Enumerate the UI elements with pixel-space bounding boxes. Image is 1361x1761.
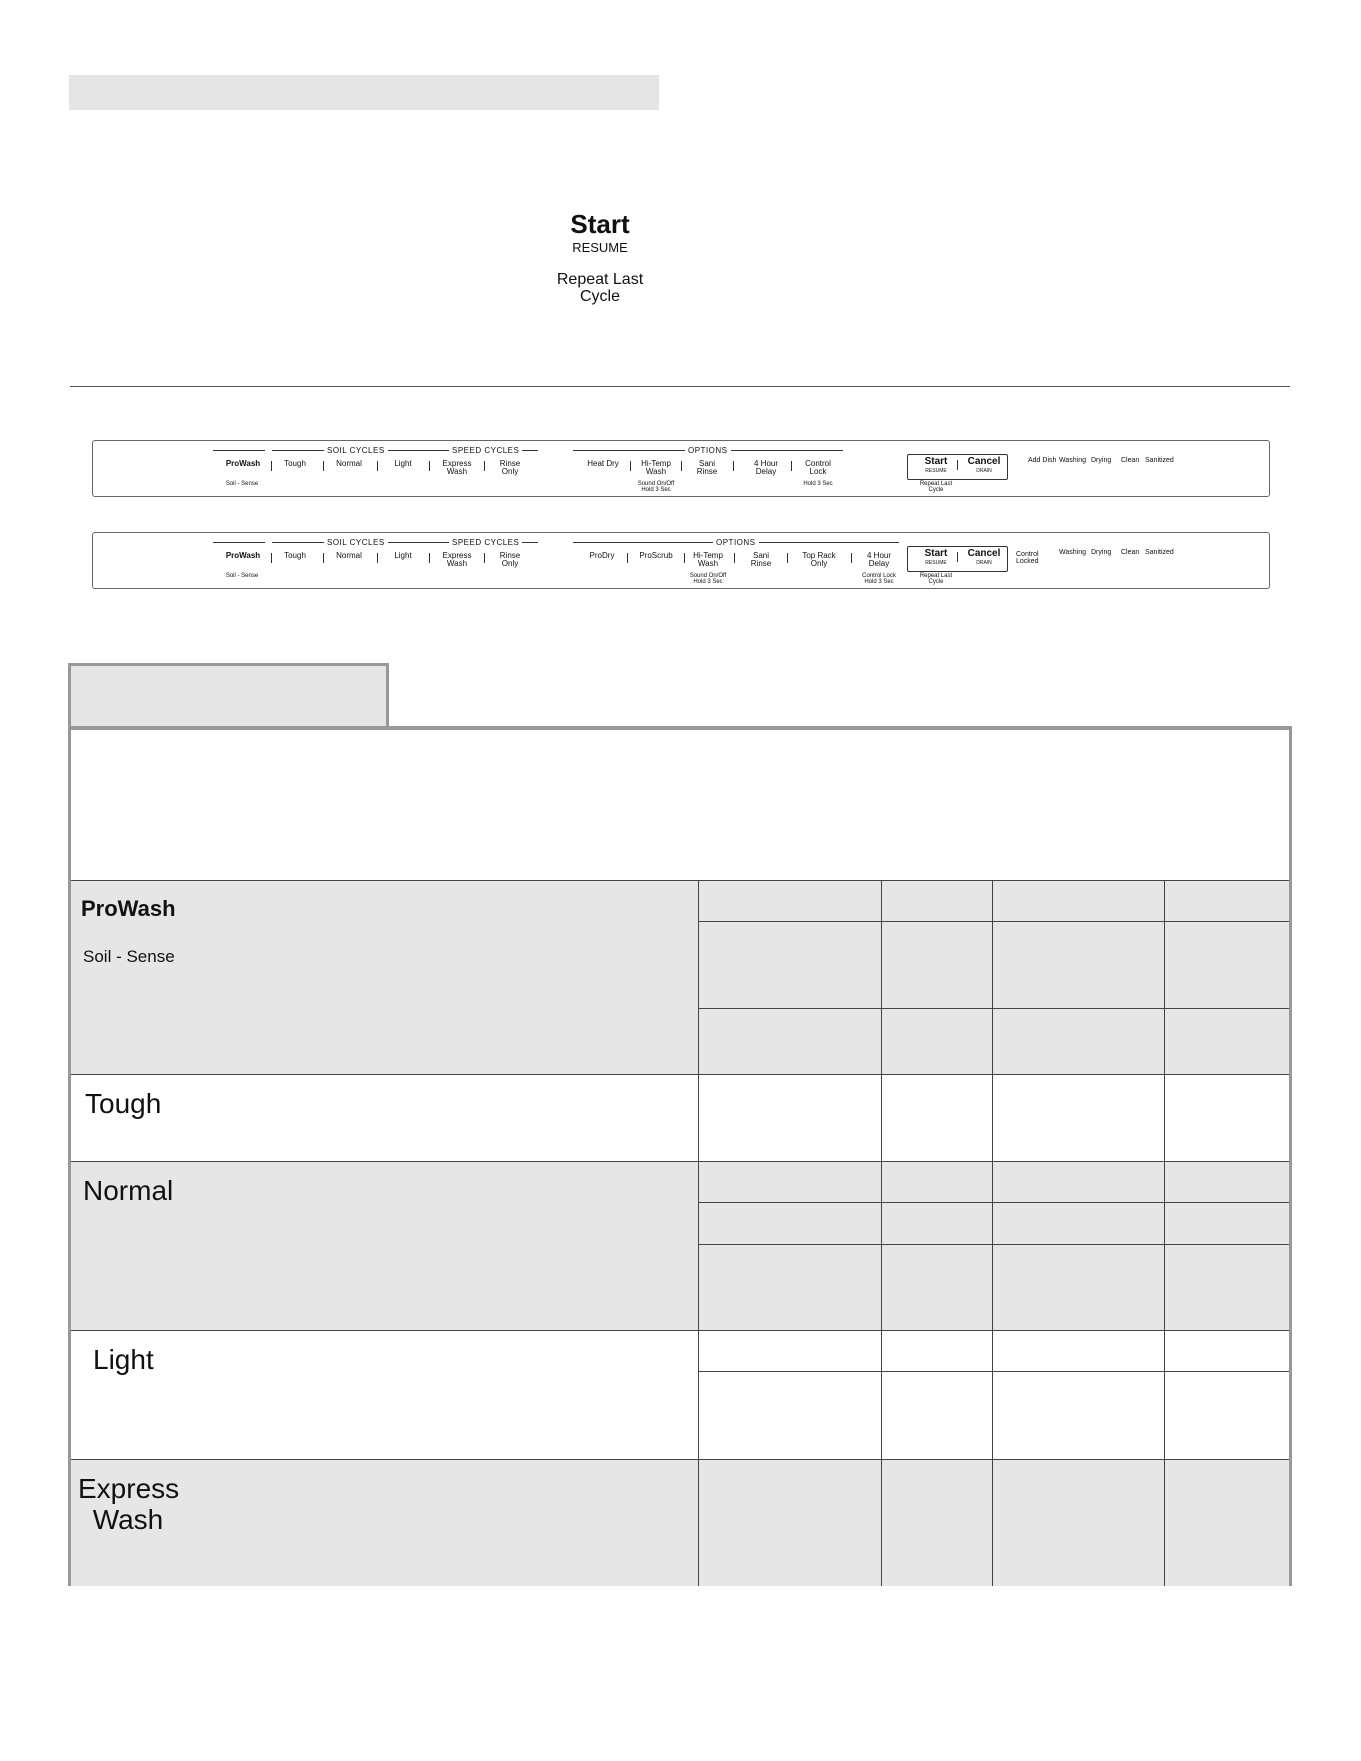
cancel-button[interactable]: Cancel <box>967 548 1001 559</box>
table-tab <box>68 663 389 726</box>
drain-label: DRAIN <box>976 560 992 566</box>
resume-label: RESUME <box>925 468 947 474</box>
lock-note: Hold 3 Sec <box>803 481 833 487</box>
light-label: Light <box>93 1344 154 1375</box>
table-row-light <box>71 1330 1289 1459</box>
prowash-button[interactable]: ProWash <box>225 459 261 468</box>
soil-sense-label: Soil - Sense <box>225 481 259 487</box>
heat-dry-button[interactable]: Heat Dry <box>587 459 619 468</box>
soil-sense-label: Soil - Sense <box>83 947 175 966</box>
header-bar <box>69 75 659 110</box>
top-rack-only-button[interactable]: Top Rack Only <box>802 551 836 569</box>
options-header: OPTIONS <box>573 446 843 455</box>
hi-temp-wash-button[interactable]: Hi-Temp Wash <box>693 551 723 569</box>
options-header: OPTIONS <box>573 538 899 547</box>
section-divider <box>70 386 1290 387</box>
resume-label: RESUME <box>925 560 947 566</box>
washing-indicator: Washing <box>1059 549 1086 556</box>
control-panel-model-1 <box>92 440 1270 497</box>
sound-note: Sound On/Off Hold 3 Sec <box>637 481 675 494</box>
washing-indicator: Washing <box>1059 457 1086 464</box>
table-row-tough <box>71 1074 1289 1161</box>
rinse-only-button[interactable]: Rinse Only <box>499 459 521 477</box>
speed-cycles-header: SPEED CYCLES <box>433 538 538 547</box>
speed-cycles-header: SPEED CYCLES <box>433 446 538 455</box>
table-row-express-wash <box>71 1459 1289 1586</box>
sanitized-indicator: Sanitized <box>1145 549 1174 556</box>
start-button-legend <box>540 210 660 306</box>
control-panel-model-2 <box>92 532 1270 589</box>
add-dish-indicator: Add Dish <box>1028 457 1057 464</box>
repeat-last-cycle-label: Repeat Last Cycle <box>919 481 953 494</box>
express-wash-button[interactable]: Express Wash <box>442 551 472 569</box>
drying-indicator: Drying <box>1091 549 1112 556</box>
light-button[interactable]: Light <box>394 459 412 468</box>
proscrub-button[interactable]: ProScrub <box>639 551 673 560</box>
clean-indicator: Clean <box>1121 549 1140 556</box>
normal-label: Normal <box>83 1175 174 1206</box>
normal-button[interactable]: Normal <box>336 551 362 560</box>
control-locked-indicator: Control Locked <box>1016 551 1039 566</box>
prowash-label: ProWash <box>81 896 176 921</box>
express-wash-button[interactable]: Express Wash <box>442 459 472 477</box>
prowash-button[interactable]: ProWash <box>225 551 261 560</box>
drying-indicator: Drying <box>1091 457 1112 464</box>
normal-button[interactable]: Normal <box>336 459 362 468</box>
light-button[interactable]: Light <box>394 551 412 560</box>
sanitized-indicator: Sanitized <box>1145 457 1174 464</box>
tough-label: Tough <box>85 1088 162 1119</box>
table-row-normal <box>71 1161 1289 1330</box>
repeat-last-cycle-label: Repeat Last Cycle <box>556 270 644 306</box>
soil-cycles-header: SOIL CYCLES <box>213 538 434 547</box>
soil-cycles-header: SOIL CYCLES <box>213 446 434 455</box>
express-wash-label: Express Wash <box>78 1473 180 1535</box>
sani-rinse-button[interactable]: Sani Rinse <box>750 551 772 569</box>
repeat-last-cycle-label: Repeat Last Cycle <box>919 573 953 586</box>
cancel-button[interactable]: Cancel <box>967 456 1001 467</box>
clean-indicator: Clean <box>1121 457 1140 464</box>
sound-note: Sound On/Off Hold 3 Sec <box>689 573 727 586</box>
lock-note: Control Lock Hold 3 Sec <box>862 573 896 586</box>
start-label: Start <box>570 209 630 239</box>
start-button[interactable]: Start <box>924 456 948 467</box>
control-lock-button[interactable]: Control Lock <box>805 459 831 477</box>
four-hour-delay-button[interactable]: 4 Hour Delay <box>753 459 779 477</box>
tough-button[interactable]: Tough <box>284 551 306 560</box>
prodry-button[interactable]: ProDry <box>589 551 615 560</box>
four-hour-delay-button[interactable]: 4 Hour Delay <box>866 551 892 569</box>
soil-sense-label: Soil - Sense <box>225 573 259 579</box>
hi-temp-wash-button[interactable]: Hi-Temp Wash <box>641 459 671 477</box>
rinse-only-button[interactable]: Rinse Only <box>499 551 521 569</box>
drain-label: DRAIN <box>976 468 992 474</box>
table-row-prowash <box>71 880 1289 1074</box>
resume-label: RESUME <box>572 239 628 255</box>
start-button[interactable]: Start <box>924 548 948 559</box>
sani-rinse-button[interactable]: Sani Rinse <box>696 459 718 477</box>
tough-button[interactable]: Tough <box>284 459 306 468</box>
